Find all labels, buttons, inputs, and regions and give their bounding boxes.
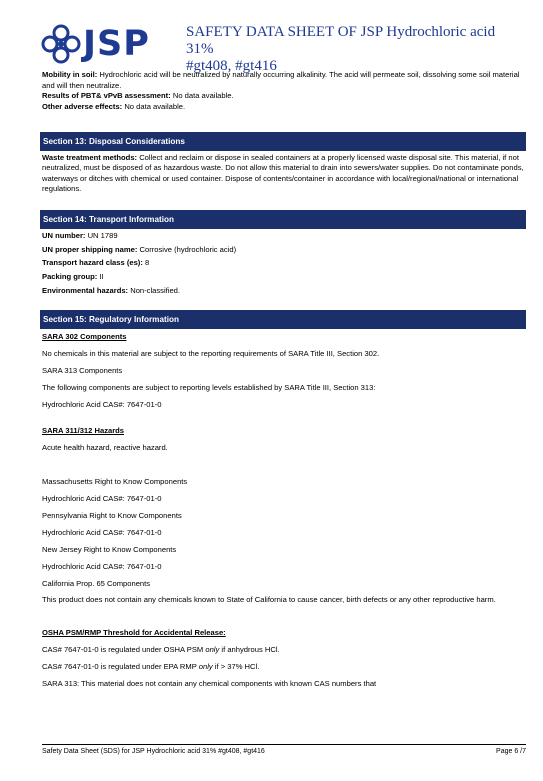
osha-title: OSHA PSM/RMP Threshold for Accidental Release: xyxy=(42,628,226,638)
document-header xyxy=(38,20,508,74)
new-jersey-cas: Hydrochloric Acid CAS#: 7647-01-0 xyxy=(42,561,162,571)
california-text: This product does not contain any chemicals known to State of California to cause cancer, birth defects or any other reproductive harm. xyxy=(42,595,496,605)
massachusetts-title: Massachusetts Right to Know Components xyxy=(42,476,188,486)
jsp-logo xyxy=(38,20,186,66)
page-number: Page 6 /7 xyxy=(496,748,526,755)
environmental-hazards: Environmental hazards: Non-classified. xyxy=(42,285,181,295)
section-15-heading: Section 15: Regulatory Information xyxy=(40,310,526,329)
section-13-heading: Section 13: Disposal Considerations xyxy=(40,132,526,151)
california-title: California Prop. 65 Components xyxy=(42,578,151,588)
title-line-2: #gt408, #gt416 xyxy=(186,58,277,74)
un-number: UN number: UN 1789 xyxy=(42,231,118,240)
section-14-heading: Section 14: Transport Information xyxy=(40,210,526,229)
sara-302-text: No chemicals in this material are subject to the reporting requirements of SARA Title III, Section 302. xyxy=(42,349,380,359)
waste-treatment: Waste treatment methods: Collect and reclaim or dispose in sealed containers at a properly licensed waste disposal site. This material, if not neutralized, must be disposed of as hazardous waste. Do not allow this material to drain into sewers/water supplies. Do not contaminate ponds, waterways or ditches with chemical or used container. Dispose of contents/container in accordance with local/regional/national or international regulations. xyxy=(42,152,524,194)
other-adverse-effects: Other adverse effects: No data available. xyxy=(42,101,186,111)
packing-group: Packing group: II xyxy=(42,271,104,281)
new-jersey-title: New Jersey Right to Know Components xyxy=(42,544,177,554)
sara-313-title: SARA 313 Components xyxy=(42,365,123,375)
flower-icon xyxy=(38,22,84,68)
transport-hazard-class: Transport hazard class (es): 8 xyxy=(42,258,150,268)
sara-311-title: SARA 311/312 Hazards xyxy=(42,426,125,436)
un-shipping-name: UN proper shipping name: Corrosive (hydrochloric acid) xyxy=(42,244,237,254)
document-body xyxy=(42,70,524,689)
pennsylvania-title: Pennsylvania Right to Know Components xyxy=(42,510,182,520)
pbt-assessment: Results of PBT& vPvB assessment: No data available. xyxy=(42,91,234,101)
regulatory-content xyxy=(42,332,524,689)
pennsylvania-cas: Hydrochloric Acid CAS#: 7647-01-0 xyxy=(42,527,162,537)
osha-line-1: CAS# 7647-01-0 is regulated under OSHA PSM only if anhydrous HCl. xyxy=(42,644,280,654)
title-line-1: SAFETY DATA SHEET OF JSP Hydrochloric acid 31% xyxy=(186,24,496,57)
page-footer xyxy=(42,744,526,757)
sara-313-text: The following components are subject to reporting levels established by SARA Title III, Section 313: xyxy=(42,382,376,392)
sara-313-note: SARA 313: This material does not contain any chemical components with known CAS numbers that xyxy=(42,678,377,688)
mobility-in-soil: Mobility in soil: Hydrochloric acid will be neutralized by naturally occurring alkalinity. The acid will permeate soil, dissolving some soil material and will then neutralize. xyxy=(42,70,520,90)
footer-document-title: Safety Data Sheet (SDS) for JSP Hydrochloric acid 31% #gt408, #gt416 xyxy=(42,748,265,755)
sara-302-title: SARA 302 Components xyxy=(42,332,127,342)
logo-wordmark: JSP xyxy=(83,24,150,64)
sara-311-text: Acute health hazard, reactive hazard. xyxy=(42,443,168,453)
page-title xyxy=(186,24,508,75)
osha-line-2: CAS# 7647-01-0 is regulated under EPA RMP only if > 37% HCl. xyxy=(42,661,260,671)
massachusetts-cas: Hydrochloric Acid CAS#: 7647-01-0 xyxy=(42,493,162,503)
sara-313-cas: Hydrochloric Acid CAS#: 7647-01-0 xyxy=(42,399,162,409)
